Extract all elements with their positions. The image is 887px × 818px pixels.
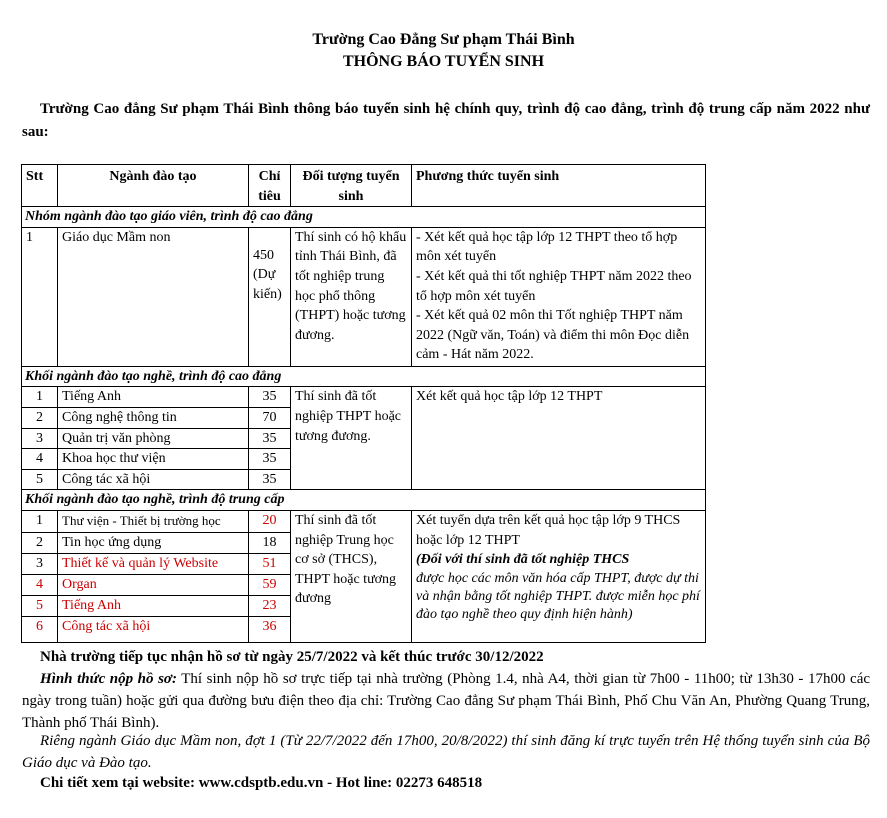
submission-text: Thí sinh nộp hồ sơ trực tiếp tại nhà trường (Phòng 1.4, nhà A4, thời gian từ 7h00 - 11h00; từ 13h30 - 17h00 các ngày trong tuần) hoặc gửi qua đường bưu điện theo địa chỉ: Trường Cao đẳng Sư phạm Thái Bình, Phố Chu Văn An, Phường Quang Trung, Thành phố Thái Bình). (22, 671, 871, 731)
cell-major: Công tác xã hội (58, 469, 249, 490)
contact-info: Chi tiết xem tại website: www.cdsptb.edu.vn - Hot line: 02273 648518 (40, 775, 483, 791)
cell-major: Tiếng Anh (58, 387, 249, 408)
group-title-vocational-college: Khối ngành đào tạo nghề, trình độ cao đẳng (22, 366, 706, 387)
cell-quota: 59 (249, 574, 291, 595)
cell-major: Thiết kế và quản lý Website (58, 553, 249, 574)
cell-target: Thí sinh đã tốt nghiệp Trung học cơ sở (THCS), THPT hoặc tương đương (291, 510, 412, 642)
cell-stt: 3 (22, 428, 58, 449)
cell-target: Thí sinh đã tốt nghiệp THPT hoặc tương đương. (291, 387, 412, 490)
cell-stt: 4 (22, 574, 58, 595)
method-note: được học các môn văn hóa cấp THPT, được dự thi và nhận bằng tốt nghiệp THPT. được miễn học phí đào tạo nghề theo quy định hiện hành) (416, 570, 700, 622)
group-row (22, 366, 706, 387)
table-row (22, 227, 706, 366)
cell-major: Organ (58, 574, 249, 595)
cell-stt: 4 (22, 449, 58, 470)
method-main: Xét tuyển dựa trên kết quả học tập lớp 9 THCS hoặc lớp 12 THPT (416, 512, 681, 548)
cell-method (412, 510, 706, 642)
cell-stt: 2 (22, 532, 58, 553)
table-row (22, 387, 706, 408)
document-title: THÔNG BÁO TUYỂN SINH (342, 53, 545, 70)
method-line: - Xét kết quả 02 môn thi Tốt nghiệp THPT năm 2022 (Ngữ văn, Toán) và điểm thi môn Đọc diễn cảm - Hát năm 2022. (416, 308, 690, 363)
group-title-vocational-intermediate: Khối ngành đào tạo nghề, trình độ trung cấp (22, 490, 706, 511)
cell-major: Thư viện - Thiết bị trường học (58, 510, 249, 532)
header-stt: Stt (22, 165, 58, 207)
cell-major: Tiếng Anh (58, 595, 249, 616)
cell-method (412, 227, 706, 366)
group-row (22, 490, 706, 511)
school-name: Trường Cao Đẳng Sư phạm Thái Bình (312, 31, 575, 48)
cell-stt: 3 (22, 553, 58, 574)
cell-quota: 20 (249, 510, 291, 532)
cell-quota: 23 (249, 595, 291, 616)
cell-stt: 5 (22, 595, 58, 616)
online-registration-note: Riêng ngành Giáo dục Mầm non, đợt 1 (Từ 22/7/2022 đến 17h00, 20/8/2022) thí sinh đăng kí trực tuyến trên Hệ thống tuyển sinh của Bộ Giáo dục và Đào tạo. (22, 733, 870, 771)
table-header-row (22, 165, 706, 207)
submission-label: Hình thức nộp hồ sơ: (40, 671, 177, 687)
cell-stt: 2 (22, 407, 58, 428)
cell-major: Công nghệ thông tin (58, 407, 249, 428)
cell-target: Thí sinh có hộ khẩu tỉnh Thái Bình, đã tốt nghiệp trung học phổ thông (THPT) hoặc tương đương. (291, 227, 412, 366)
cell-quota: 35 (249, 469, 291, 490)
header-method: Phương thức tuyển sinh (412, 165, 706, 207)
application-deadline: Nhà trường tiếp tục nhận hồ sơ từ ngày 25/7/2022 và kết thúc trước 30/12/2022 (40, 649, 544, 665)
cell-quota: 36 (249, 616, 291, 642)
cell-quota: 35 (249, 428, 291, 449)
cell-quota (249, 227, 291, 366)
cell-stt: 1 (22, 510, 58, 532)
cell-stt: 1 (22, 227, 58, 366)
method-line: - Xét kết quả thi tốt nghiệp THPT năm 2022 theo tổ hợp môn xét tuyển (416, 268, 692, 304)
method-note-heading: (Đối với thí sinh đã tốt nghiệp THCS (416, 552, 630, 568)
admission-table (21, 164, 706, 643)
cell-stt: 1 (22, 387, 58, 408)
cell-quota: 35 (249, 449, 291, 470)
cell-quota: 18 (249, 532, 291, 553)
cell-major: Khoa học thư viện (58, 449, 249, 470)
cell-method: Xét kết quả học tập lớp 12 THPT (412, 387, 706, 490)
cell-major: Quản trị văn phòng (58, 428, 249, 449)
cell-stt: 5 (22, 469, 58, 490)
cell-quota: 51 (249, 553, 291, 574)
method-line: - Xét kết quả học tập lớp 12 THPT theo tổ hợp môn xét tuyển (416, 229, 678, 265)
cell-quota: 35 (249, 387, 291, 408)
intro-paragraph: Trường Cao đẳng Sư phạm Thái Bình thông báo tuyển sinh hệ chính quy, trình độ cao đẳng, trình độ trung cấp năm 2022 như sau: (22, 101, 870, 140)
cell-major: Công tác xã hội (58, 616, 249, 642)
cell-stt: 6 (22, 616, 58, 642)
spacer (253, 228, 286, 246)
header-major: Ngành đào tạo (58, 165, 249, 207)
group-row (22, 207, 706, 228)
cell-major: Tin học ứng dụng (58, 532, 249, 553)
cell-major: Giáo dục Mầm non (58, 227, 249, 366)
submission-info (22, 668, 870, 734)
group-title-teacher-college: Nhóm ngành đào tạo giáo viên, trình độ cao đẳng (22, 207, 706, 228)
cell-quota: 70 (249, 407, 291, 428)
header-target: Đối tượng tuyển sinh (291, 165, 412, 207)
quota-value: 450 (Dự kiến) (253, 247, 282, 302)
header-quota: Chỉ tiêu (249, 165, 291, 207)
table-row (22, 510, 706, 532)
